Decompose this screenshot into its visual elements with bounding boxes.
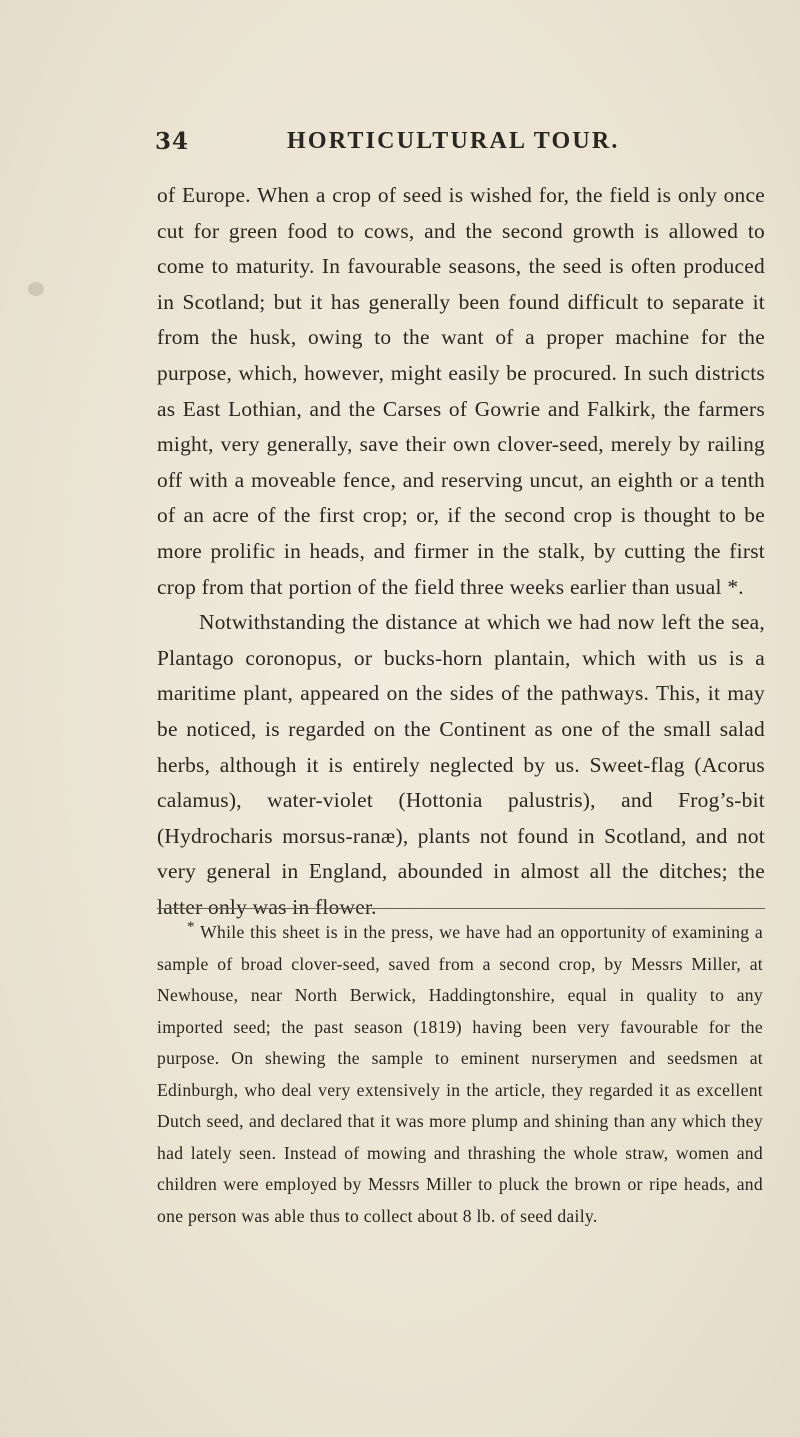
footnote-marker: *	[187, 919, 195, 936]
paragraph-continuation: of Europe. When a crop of seed is wished for, the field is only once cut for green food to cows, and the second growth is allowed to come to maturity. In favourable seasons, the seed is often produced in Scotland; but it has generally been found difficult to separate it from the husk, owing to the want of a proper machine for the purpose, which, however, might easily be procured. In such districts as East Lothian, and the Carses of Gowrie and Falkirk, the farmers might, very generally, save their own clover-seed, merely by railing off with a moveable fence, and reserving uncut, an eighth or a tenth of an acre of the first crop; or, if the second crop is thought to be more prolific in heads, and firmer in the stalk, by cutting the first crop from that portion of the field three weeks earlier than usual *.	[157, 183, 765, 599]
footnote	[157, 917, 763, 1232]
paragraph-plantago: Notwithstanding the distance at which we had now left the sea, Plantago coronopus, or bucks-horn plantain, which with us is a maritime plant, appeared on the sides of the pathways. This, it may be noticed, is regarded on the Continent as one of the small salad herbs, although it is entirely neglected by us. Sweet-flag (Acorus calamus), water-violet (Hottonia palustris), and Frog’s-bit (Hydrocharis morsus-ranæ), plants not found in Scotland, and not very general in England, abounded in almost all the ditches; the latter only was in flower.	[157, 610, 765, 919]
main-text	[157, 178, 765, 925]
page-header	[155, 128, 755, 162]
footnote-divider	[157, 908, 765, 909]
page-number: 34	[155, 128, 190, 155]
running-head: HORTICULTURAL TOUR.	[287, 128, 620, 154]
footnote-text: While this sheet is in the press, we have had an opportunity of examining a sample of broad clover-seed, saved from a second crop, by Messrs Miller, at Newhouse, near North Berwick, Haddingtonshire, equal in quality to any imported seed; the past season (1819) having been very favourable for the purpose. On shewing the sample to eminent nurserymen and seedsmen at Edinburgh, who deal very extensively in the article, they regarded it as excellent Dutch seed, and declared that it was more plump and shining than any which they had lately seen. Instead of mowing and thrashing the whole straw, women and children were employed by Messrs Miller to pluck the brown or ripe heads, and one person was able thus to collect about 8 lb. of seed daily.	[157, 922, 763, 1226]
paper-stain	[28, 282, 44, 296]
